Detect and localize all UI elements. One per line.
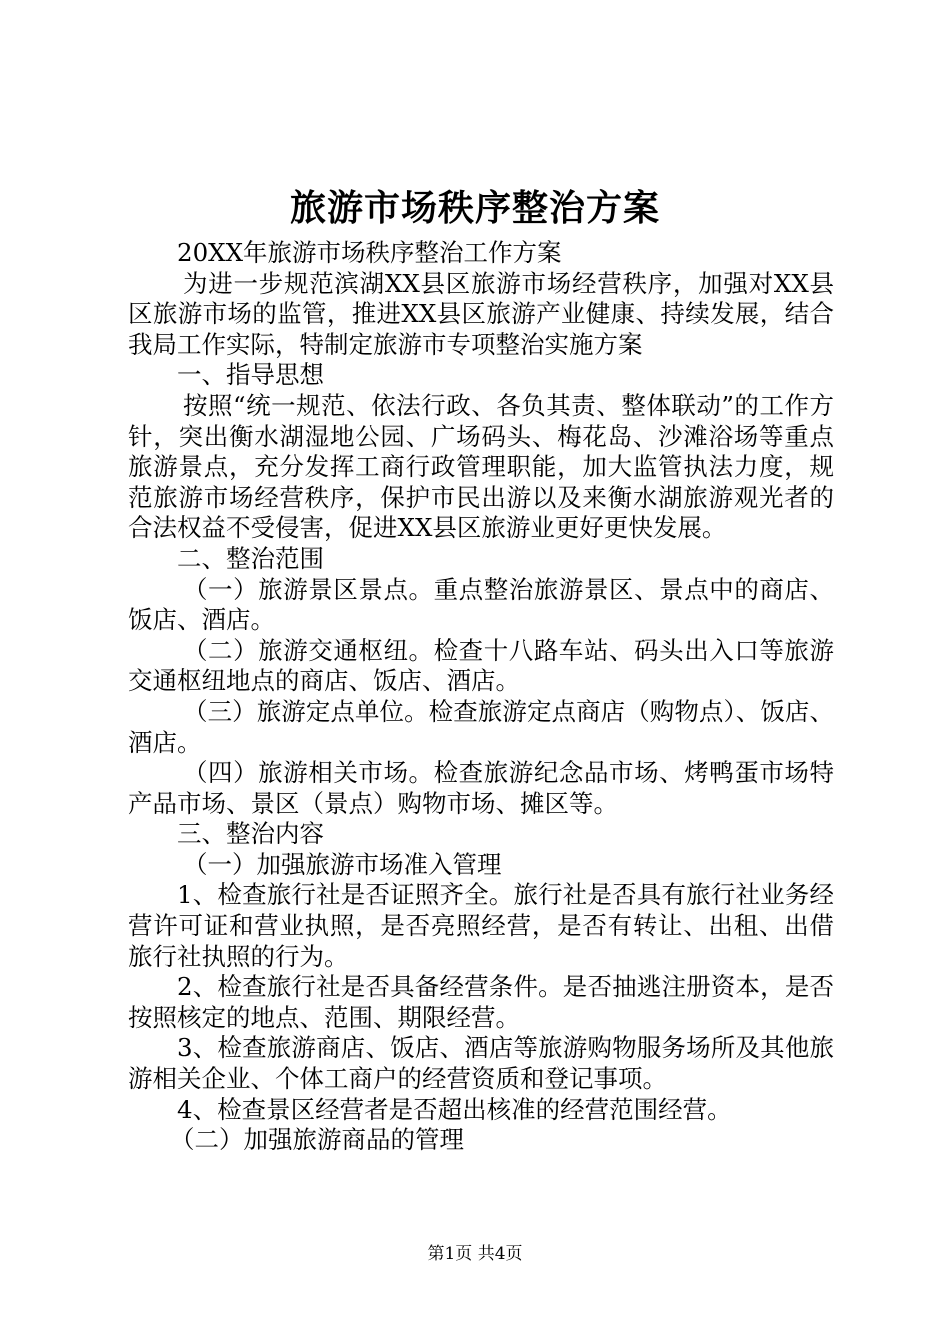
document-title: 旅游市场秩序整治方案 [289,187,660,229]
paragraph-scope-3: （三）旅游定点单位。检查旅游定点商店（购物点）、饭店、酒店。 [128,696,834,757]
document-body [128,238,834,1156]
paragraph-item-4: 4、检查景区经营者是否超出核准的经营范围经营。 [177,1094,732,1124]
paragraph-item-3: 3、检查旅游商店、饭店、酒店等旅游购物服务场所及其他旅游相关企业、个体工商户的经营资质和登记事项。 [128,1033,834,1094]
paragraph-intro: 为进一步规范滨湖XX县区旅游市场经营秩序，加强对XX县区旅游市场的监管，推进XX县区旅游产业健康、持续发展，结合我局工作实际，特制定旅游市专项整治实施方案 [128,268,834,359]
section-heading-scope: 二、整治范围 [177,543,324,573]
paragraph-item-2: 2、检查旅行社是否具备经营条件。是否抽逃注册资本，是否按照核定的地点、范围、期限经营。 [128,972,834,1032]
paragraph-scope-4: （四）旅游相关市场。检查旅游纪念品市场、烤鸭蛋市场特产品市场、景区（景点）购物市场、摊区等。 [128,758,834,818]
paragraph-scope-1: （一）旅游景区景点。重点整治旅游景区、景点中的商店、饭店、酒店。 [128,574,834,635]
page-number-footer: 第1页 共4页 [427,1244,523,1264]
paragraph-item-1: 1、检查旅行社是否证照齐全。旅行社是否具有旅行社业务经营许可证和营业执照，是否亮照经营，是否有转让、出租、出借旅行社执照的行为。 [128,880,834,971]
paragraph-guiding-ideology: 按照“统一规范、依法行政、各负其责、整体联动”的工作方针，突出衡水湖湿地公园、广场码头、梅花岛、沙滩浴场等重点旅游景点，充分发挥工商行政管理职能，加大监管执法力度，规范旅游市场经营秩序，保护市民出游以及来衡水湖旅游观光者的合法权益不受侵害，促进XX县区旅游业更好更快发展。 [128,390,834,543]
section-heading-guiding-ideology: 一、指导思想 [177,360,324,390]
section-heading-content: 三、整治内容 [177,819,324,849]
subheading-goods-management: （二）加强旅游商品的管理 [170,1125,464,1155]
paragraph-subtitle: 20XX年旅游市场秩序整治工作方案 [177,238,562,267]
subheading-market-access: （一）加强旅游市场准入管理 [183,849,502,879]
paragraph-scope-2: （二）旅游交通枢纽。检查十八路车站、码头出入口等旅游交通枢纽地点的商店、饭店、酒店。 [128,635,834,696]
